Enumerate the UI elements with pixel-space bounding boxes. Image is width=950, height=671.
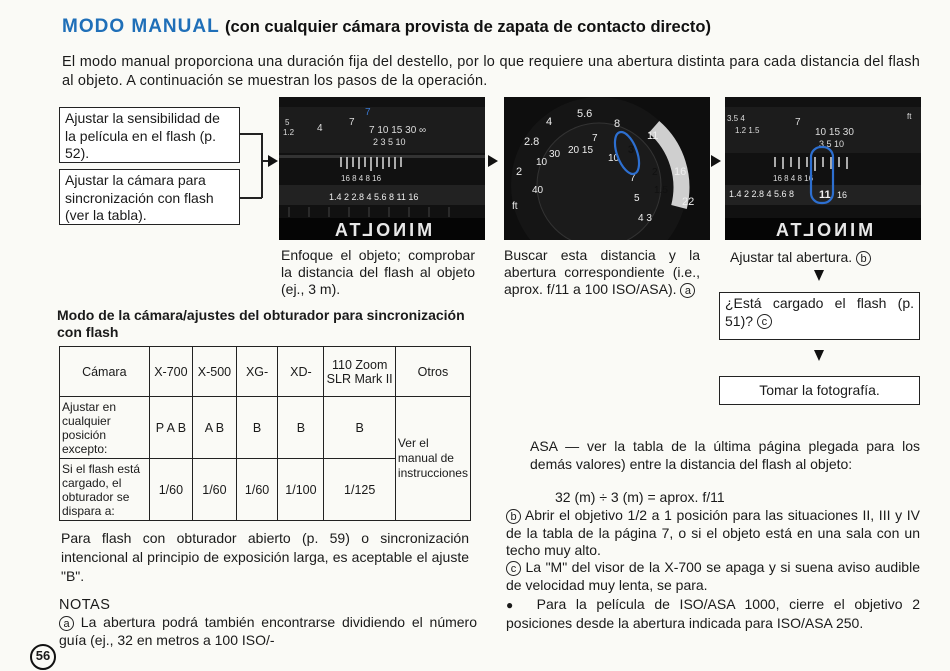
svg-text:7: 7 xyxy=(365,107,371,118)
title-subtitle: (con cualquier cámara provista de zapata de contacto directo) xyxy=(224,18,711,36)
svg-text:10 15 30: 10 15 30 xyxy=(815,127,854,138)
table-header-others: Otros xyxy=(395,347,470,397)
note-a xyxy=(59,614,477,649)
svg-text:2: 2 xyxy=(516,166,523,178)
table-header-x700: X-700 xyxy=(149,347,193,397)
table-header-xd: XD- xyxy=(278,347,324,397)
table-cell: P A B xyxy=(149,397,193,459)
svg-text:3.5 4: 3.5 4 xyxy=(727,114,745,123)
note-marker-b: b xyxy=(856,251,871,266)
svg-text:2.8: 2.8 xyxy=(524,136,540,148)
svg-text:3: 3 xyxy=(628,144,635,156)
table-cell: 1/60 xyxy=(236,459,278,521)
note-b xyxy=(506,507,920,560)
step-box-sensitivity: Ajustar la sensibilidad de la película en el flash (p. 52). xyxy=(59,107,240,163)
sync-table xyxy=(59,346,471,521)
table-header-x500: X-500 xyxy=(193,347,237,397)
intro-paragraph: El modo manual proporciona una duración fija del destello, por lo que requiere una abertura distinta para cada distancia del flash al objeto. A continuación se muestran los pasos de la operación. xyxy=(62,54,920,89)
note-c-text: La "M" del visor de la X-700 se apaga y si suena aviso audible de velocidad muy lenta, se para. xyxy=(506,559,920,593)
table-row-label-position: Ajustar en cualquier posición excepto: xyxy=(60,397,150,459)
svg-text:10: 10 xyxy=(608,153,620,164)
svg-text:7: 7 xyxy=(795,117,801,128)
lens-photo-focus xyxy=(279,97,485,240)
table-cell: B xyxy=(236,397,278,459)
svg-text:16: 16 xyxy=(674,166,687,178)
arrow-down-icon xyxy=(814,350,824,361)
note-marker-c: c xyxy=(506,561,521,576)
svg-text:8: 8 xyxy=(614,118,621,130)
box-take-photo: Tomar la fotografía. xyxy=(719,376,920,405)
svg-text:5: 5 xyxy=(285,118,290,127)
table-header-xg: XG- xyxy=(236,347,278,397)
table-cell: 1/60 xyxy=(193,459,237,521)
svg-text:11: 11 xyxy=(647,130,659,142)
svg-text:2: 2 xyxy=(652,167,658,178)
svg-text:ft: ft xyxy=(512,201,518,212)
svg-text:4: 4 xyxy=(546,116,553,128)
svg-text:1.2: 1.2 xyxy=(283,128,295,137)
table-cell: A B xyxy=(193,397,237,459)
svg-text:22: 22 xyxy=(682,196,695,208)
note-formula: 32 (m) ÷ 3 (m) = aprox. f/11 xyxy=(555,489,725,505)
svg-text:30: 30 xyxy=(549,149,561,160)
svg-text:16 8 4 8 16: 16 8 4 8 16 xyxy=(773,174,814,183)
lens2-brand: MINOLTA xyxy=(772,220,874,240)
caption-set-aperture-text: Ajustar tal abertura. xyxy=(730,249,853,265)
step-box-sync: Ajustar la cámara para sincronización con flash (ver la tabla). xyxy=(59,169,240,225)
arrow-right-icon xyxy=(488,155,498,167)
svg-text:20 15: 20 15 xyxy=(568,145,594,156)
svg-text:4 3: 4 3 xyxy=(638,213,652,224)
lens1-distance-top: 7 10 15 30 ∞ xyxy=(369,125,427,136)
note-a-text: La abertura podrá también encontrarse dividiendo el número guía (ej., 32 en metros a 100 ISO/- xyxy=(59,614,478,648)
note-a-continuation: ASA — ver la tabla de la última página plegada para los demás valores) entre la distancia del flash al objeto: xyxy=(530,438,920,472)
flash-dial-photo xyxy=(504,97,710,240)
note-c xyxy=(506,559,920,594)
lens2-highlight-value: 11 xyxy=(819,189,831,201)
connector-line xyxy=(240,133,262,135)
table-cell: B xyxy=(278,397,324,459)
svg-text:3 5 10: 3 5 10 xyxy=(819,139,845,149)
svg-text:40: 40 xyxy=(532,185,544,196)
lens-photo-aperture xyxy=(725,97,921,240)
table-cell: 1/125 xyxy=(324,459,395,521)
svg-text:7: 7 xyxy=(592,133,598,144)
notes-heading: NOTAS xyxy=(59,597,111,613)
table-cell-others: Ver el manual de instrucciones xyxy=(395,397,470,521)
title-main: MODO MANUAL xyxy=(62,16,220,37)
table-cell: B xyxy=(324,397,395,459)
svg-text:4: 4 xyxy=(317,123,323,134)
svg-text:16: 16 xyxy=(837,190,848,200)
svg-text:1.2 1.5: 1.2 1.5 xyxy=(735,126,760,135)
note-bullet xyxy=(506,596,920,632)
caption-set-aperture xyxy=(730,249,920,266)
dial-sensitivity: 5.6 xyxy=(577,108,593,120)
caption-find-distance-text: Buscar esta distancia y la abertura correspondiente (i.e., aprox. f/11 a 100 ISO/ASA). xyxy=(504,247,700,297)
note-b-text: Abrir el objetivo 1/2 a 1 posición para las situaciones II, III y IV de la tabla de la página 7, o si el objeto está en una sala con un techo muy alto. xyxy=(506,507,920,558)
arrow-down-icon xyxy=(814,270,824,281)
arrow-right-icon xyxy=(711,155,721,167)
note-marker-b: b xyxy=(506,509,521,524)
bullet-icon: ● xyxy=(506,598,520,612)
page-title xyxy=(62,16,711,38)
box-flash-loaded xyxy=(719,292,920,340)
page-number: 56 xyxy=(30,644,56,670)
note-bullet-text: Para la película de ISO/ASA 1000, cierre el objetivo 2 posiciones desde la abertura indicada para ISO/ASA 250. xyxy=(506,596,921,631)
note-marker-a: a xyxy=(680,283,695,298)
box-flash-loaded-text: ¿Está cargado el flash (p. 51)? xyxy=(725,295,914,329)
caption-find-distance xyxy=(504,247,700,298)
lens1-brand: MINOLTA xyxy=(331,220,433,240)
svg-text:7: 7 xyxy=(630,173,636,184)
svg-text:10: 10 xyxy=(536,157,548,168)
svg-text:1.5: 1.5 xyxy=(654,185,668,196)
table-row-label-shutter: Si el flash está cargado, el obturador se dispara a: xyxy=(60,459,150,521)
table-cell: 1/60 xyxy=(149,459,193,521)
table-heading: Modo de la cámara/ajustes del obturador para sincronización con flash xyxy=(57,307,465,340)
table-header-110zoom: 110 Zoom SLR Mark II xyxy=(324,347,395,397)
lens1-distance-bottom: 2 3 5 10 xyxy=(373,137,406,147)
svg-text:ft: ft xyxy=(907,112,912,121)
lens1-aperture-scale: 16 8 4 8 16 xyxy=(341,174,382,183)
arrow-right-icon xyxy=(268,155,278,167)
svg-text:7: 7 xyxy=(349,117,355,128)
connector-line xyxy=(240,197,262,199)
note-marker-a: a xyxy=(59,616,74,631)
open-shutter-note: Para flash con obturador abierto (p. 59) o sincronización intencional al principio de exposición larga, es aceptable el ajuste "B". xyxy=(61,530,469,584)
lens1-fstops: 1.4 2 2.8 4 5.6 8 11 16 xyxy=(329,192,419,202)
connector-line xyxy=(261,133,263,198)
table-header-camera: Cámara xyxy=(60,347,150,397)
note-marker-c: c xyxy=(757,314,772,329)
caption-focus: Enfoque el objeto; comprobar la distancia del flash al objeto (ej., 3 m). xyxy=(281,247,475,297)
table-cell: 1/100 xyxy=(278,459,324,521)
svg-text:1.4 2 2.8 4 5.6 8: 1.4 2 2.8 4 5.6 8 xyxy=(729,189,795,199)
svg-text:5: 5 xyxy=(634,193,640,204)
